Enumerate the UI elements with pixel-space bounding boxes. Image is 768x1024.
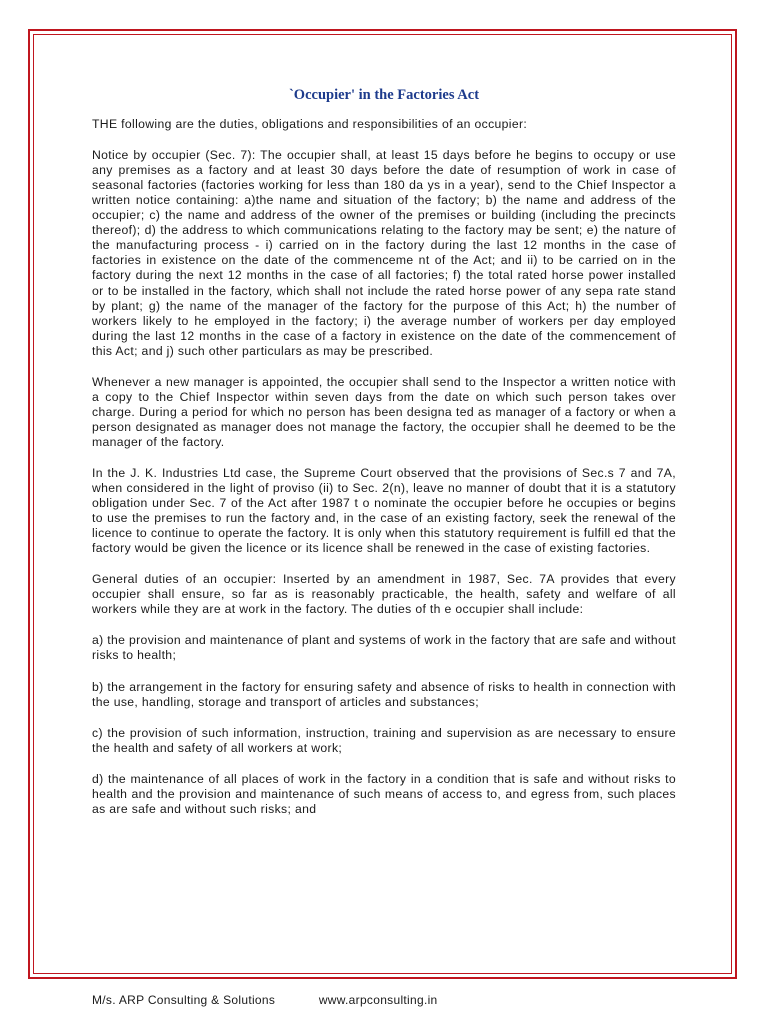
paragraph-general-duties: General duties of an occupier: Inserted by an amendment in 1987, Sec. 7A provides that every occupier shall ensure, so far as is reasonably practicable, the health, safety and welfare of all workers while they are at work in the factory. The duties of th e occupier shall include: bbox=[92, 572, 676, 617]
footer-company: M/s. ARP Consulting & Solutions bbox=[92, 993, 276, 1007]
footer-website: www.arpconsulting.in bbox=[318, 993, 438, 1007]
duty-item-b: b) the arrangement in the factory for ensuring safety and absence of risks to health in connection with the use, handling, storage and transport of articles and substances; bbox=[92, 679, 676, 709]
duty-item-a: a) the provision and maintenance of plant and systems of work in the factory that are safe and without risks to health; bbox=[92, 633, 676, 663]
duty-item-c: c) the provision of such information, instruction, training and supervision as are necessary to ensure the health and safety of all workers at work; bbox=[92, 725, 676, 755]
document-title: `Occupier' in the Factories Act bbox=[288, 87, 480, 103]
paragraph-notice-by-occupier: Notice by occupier (Sec. 7): The occupier shall, at least 15 days before he begins to occupy or use any premises as a factory and at least 30 days before the date of resumption of work in case of seasonal factories (factories working for less than 180 da ys in a year), send to the Chief Inspector a written notice containing: a)the name and situation of the factory; b) the name and address of the occupier; c) the name and address of the owner of the premises or building (including the precincts thereof); d) the address to which communications relating to the factory may be sent; e) the nature of the manufacturing process - i) carried on in the factory during the last 12 months in the case of factories in existence on the date of the commenceme nt of the Act; and ii) to be carried on in the factory during the next 12 months in the case of all factories; f) the total rated horse power installed or to be installed in the factory, which shall not include the rated horse power of any sepa rate stand by plant; g) the name of the manager of the factory for the purpose of this Act; h) the number of workers likely to he employed in the factory; i) the average number of workers per day employed during the last 12 months in the case of a factory in existence on the date of the commencement of this Act; and j) such other particulars as may be prescribed. bbox=[92, 148, 676, 358]
duty-item-d: d) the maintenance of all places of work in the factory in a condition that is safe and without risks to health and the provision and maintenance of such means of access to, and egress from, such places as are safe and without such risks; and bbox=[92, 771, 676, 816]
page-footer bbox=[92, 993, 438, 1007]
intro-paragraph: THE following are the duties, obligations and responsibilities of an occupier: bbox=[92, 117, 528, 132]
paragraph-new-manager: Whenever a new manager is appointed, the occupier shall send to the Inspector a written notice with a copy to the Chief Inspector within seven days from the date on which such person takes over charge. During a period for which no person has been designa ted as manager of a factory or when a person designated as manager does not manage the factory, the occupier shall he deemed to be the manager of the factory. bbox=[92, 374, 676, 449]
paragraph-jk-industries-case: In the J. K. Industries Ltd case, the Supreme Court observed that the provisions of Sec.s 7 and 7A, when considered in the light of proviso (ii) to Sec. 2(n), leave no manner of doubt that it is a statutory obligation under Sec. 7 of the Act after 1987 t o nominate the occupier before he occupies or begins to use the premises to run the factory and, in the case of an existing factory, seek the renewal of the licence to continue to operate the factory. It is only when this statutory requirement is fulfill ed that the factory would be given the licence or its licence shall be renewed in the case of existing factories. bbox=[92, 465, 676, 556]
document-body bbox=[92, 88, 676, 833]
